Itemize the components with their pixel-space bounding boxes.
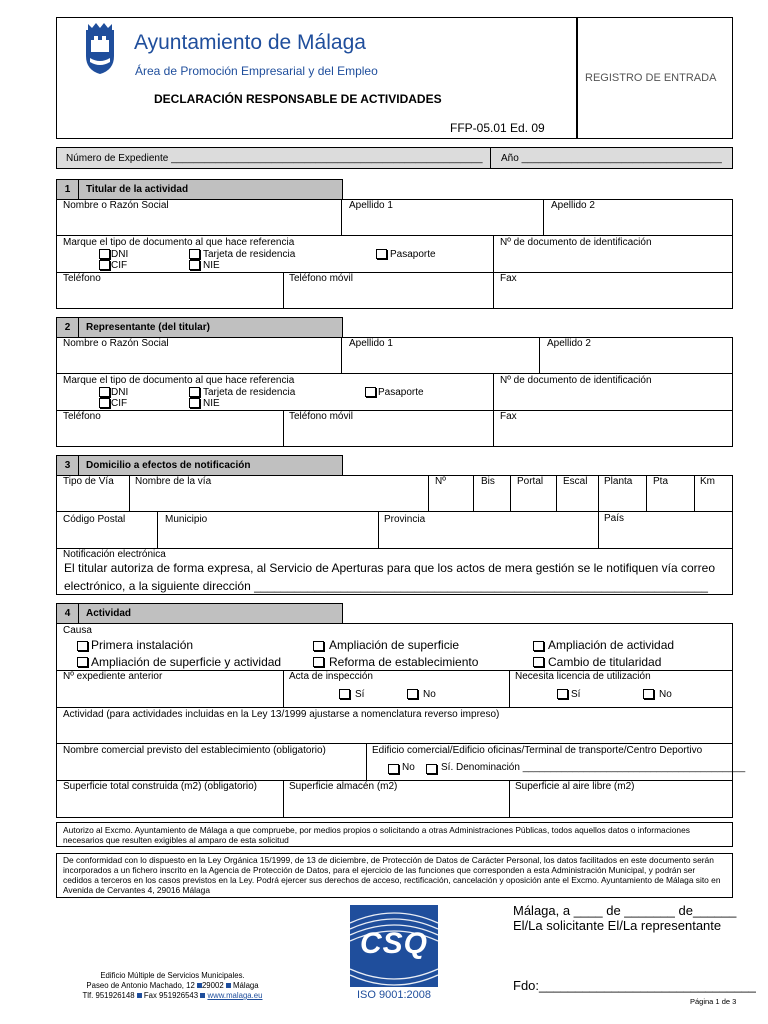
s2-dni-checkbox[interactable] [99,387,110,397]
s2-marque-label: Marque el tipo de documento al que hace referencia [63,375,295,386]
s1-movil-label: Teléfono móvil [289,273,353,284]
s1-nie-label: NIE [203,260,220,271]
document-title: DECLARACIÓN RESPONSABLE DE ACTIVIDADES [154,92,442,106]
s1-pasaporte-label: Pasaporte [390,249,436,260]
org-name: Ayuntamiento de Málaga [134,31,366,54]
lopd-text: De conformidad con lo dispuesto en la Ley Orgánica 15/1999, de 13 de diciembre, de Protección de Datos de Carácter Personal, los datos facilitados en este documento serán incorporados a un fichero inscrito en la Agencia de Protección de Datos, para el ejercicio de las funciones que corresponden a esta Administración Municipal, y podrán ser cedidos a terceros en los casos previstos en la Ley. Podrá ejercer sus derechos de acceso, rectificación, cancelación y oposición ante el Excmo. Ayuntamiento de Málaga sito en Avenida de Cervantes 4, 29016 Málaga [63,855,721,895]
s4-sup-almacen-label: Superficie almacén (m2) [289,781,398,792]
s2-telefono-label: Teléfono [63,411,101,422]
csq-logo [350,905,438,987]
s4-licencia-label: Necesita licencia de utilización [515,671,651,682]
fecha-line[interactable]: Málaga, a ____ de _______ de______ [513,903,737,918]
registro-entrada-label: REGISTRO DE ENTRADA [585,72,717,84]
s2-tarjeta-label: Tarjeta de residencia [203,387,296,398]
section-1-header: 1 Titular de la actividad [56,179,343,200]
cause-ampl-sup-act-label: Ampliación de superficie y actividad [91,655,282,669]
cause-ampl-sup-checkbox[interactable] [313,641,324,651]
s3-notif-email-field[interactable]: electrónico, a la siguiente dirección ____________________________________________________________________ [64,579,708,593]
s2-dni-label: DNI [111,387,129,398]
s1-nombre-label: Nombre o Razón Social [63,200,169,211]
s3-notif-label: Notificación electrónica [63,549,166,560]
cause-ampl-act-checkbox[interactable] [533,641,544,651]
s2-apellido2-label: Apellido 2 [547,338,591,349]
section-2-header: 2 Representante (del titular) [56,317,343,338]
s2-nombre-label: Nombre o Razón Social [63,338,169,349]
s1-telefono-label: Teléfono [63,273,101,284]
s2-apellido1-label: Apellido 1 [349,338,393,349]
licencia-si-label: Sí [571,689,581,700]
cause-ampl-sup-label: Ampliación de superficie [329,638,460,652]
cause-primera-checkbox[interactable] [77,641,88,651]
s3-tipovia-label: Tipo de Vía [63,476,114,487]
edificio-si-checkbox[interactable] [426,764,437,774]
acta-si-label: Sí [355,689,365,700]
s2-pasaporte-label: Pasaporte [378,387,424,398]
edificio-no-label: No [402,762,415,773]
cause-primera-label: Primera instalación [91,638,194,652]
malaga-coat-of-arms-icon [78,22,122,76]
cause-ampl-sup-act-checkbox[interactable] [77,657,88,667]
section-3-header: 3 Domicilio a efectos de notificación [56,455,343,476]
bullet-icon [226,983,231,988]
s1-nie-checkbox[interactable] [189,260,200,270]
expediente-field[interactable]: Número de Expediente ________________________________________________________ [66,153,483,164]
s2-numdoc-label: Nº de documento de identificación [500,375,652,386]
licencia-si-checkbox[interactable] [557,689,568,699]
s3-pais-label: País [604,513,625,524]
s2-nie-checkbox[interactable] [189,398,200,408]
s1-numdoc-label: Nº de documento de identificación [500,237,652,248]
s1-cif-label: CIF [111,260,128,271]
section-4-header: 4 Actividad [56,603,343,624]
s3-numero-label: Nº [435,476,446,487]
s3-pta-label: Pta [653,476,669,487]
s4-sup-aire-label: Superficie al aire libre (m2) [515,781,635,792]
s1-tarjeta-checkbox[interactable] [189,249,200,259]
s3-notif-text-1: El titular autoriza de forma expresa, al Servicio de Aperturas para que los actos de mera gestión se le notifiquen vía correo [64,561,716,575]
s3-km-label: Km [700,476,715,487]
s1-dni-label: DNI [111,249,129,260]
edificio-denominacion-field[interactable]: Sí. Denominación ________________________________________ [441,762,746,773]
s3-municipio-label: Municipio [165,514,208,525]
s1-pasaporte-checkbox[interactable] [376,249,387,259]
acta-no-label: No [423,689,436,700]
s2-tarjeta-checkbox[interactable] [189,387,200,397]
acta-si-checkbox[interactable] [339,689,350,699]
s3-cp-label: Código Postal [63,514,126,525]
s2-fax-label: Fax [500,411,517,422]
s1-cif-checkbox[interactable] [99,260,110,270]
s4-sup-total-label: Superficie total construida (m2) (obligatorio) [63,781,257,792]
s3-bis-label: Bis [481,476,495,487]
s4-causa-label: Causa [63,625,92,636]
bullet-icon [137,993,142,998]
csq-text: CSQ [359,927,428,960]
cause-cambio-checkbox[interactable] [533,657,544,667]
ano-field[interactable]: Año ____________________________________ [501,153,722,164]
document-code: FFP-05.01 Ed. 09 [450,121,545,135]
cause-reforma-label: Reforma de establecimiento [329,655,479,669]
s2-cif-checkbox[interactable] [99,398,110,408]
s1-dni-checkbox[interactable] [99,249,110,259]
edificio-no-checkbox[interactable] [388,764,399,774]
acta-no-checkbox[interactable] [407,689,418,699]
s2-cif-label: CIF [111,398,128,409]
licencia-no-checkbox[interactable] [643,689,654,699]
s1-apellido2-label: Apellido 2 [551,200,595,211]
s3-escal-label: Escal [563,476,588,487]
firma-line[interactable]: Fdo:______________________________ [513,978,756,993]
bullet-icon [200,993,205,998]
s1-fax-label: Fax [500,273,517,284]
page-number: Página 1 de 3 [690,997,737,1006]
website-link[interactable]: www.malaga.eu [207,991,263,1000]
s1-tarjeta-label: Tarjeta de residencia [203,249,296,260]
s4-acta-label: Acta de inspección [289,671,373,682]
s2-nie-label: NIE [203,398,220,409]
s4-actividad-label: Actividad (para actividades incluidas en la Ley 13/1999 ajustarse a nomenclatura reverso impreso) [63,709,500,720]
licencia-no-label: No [659,689,672,700]
s4-exp-anterior-label: Nº expediente anterior [63,671,163,682]
department-name: Área de Promoción Empresarial y del Empleo [135,64,378,78]
solicitante-label: El/La solicitante El/La representante [513,918,722,933]
cause-ampl-act-label: Ampliación de actividad [548,638,675,652]
s3-portal-label: Portal [517,476,544,487]
s1-marque-label: Marque el tipo de documento al que hace referencia [63,237,295,248]
s4-edificio-label: Edificio comercial/Edificio oficinas/Terminal de transporte/Centro Deportivo [372,745,703,756]
footer-address: Edificio Múltiple de Servicios Municipales. Paseo de Antonio Machado, 12 29002 Málaga Tlf. 951926148 Fax 951926543 www.malaga.eu [82,971,263,1000]
iso-label: ISO 9001:2008 [356,989,431,1001]
s3-provincia-label: Provincia [384,514,426,525]
autorizo-text: Autorizo al Excmo. Ayuntamiento de Málaga a que compruebe, por medios propios o solicitando a otras Administraciones Públicas, todos aquellos datos o informaciones necesarios que resulten exigibles al amparo de esta solicitud [63,825,690,845]
s1-apellido1-label: Apellido 1 [349,200,393,211]
cause-cambio-label: Cambio de titularidad [548,655,662,669]
s3-planta-label: Planta [604,476,633,487]
s3-nombrevia-label: Nombre de la vía [135,476,212,487]
cause-reforma-checkbox[interactable] [313,657,324,667]
s2-pasaporte-checkbox[interactable] [365,387,376,397]
s2-movil-label: Teléfono móvil [289,411,353,422]
s4-nombre-comercial-label: Nombre comercial previsto del establecimiento (obligatorio) [63,745,326,756]
